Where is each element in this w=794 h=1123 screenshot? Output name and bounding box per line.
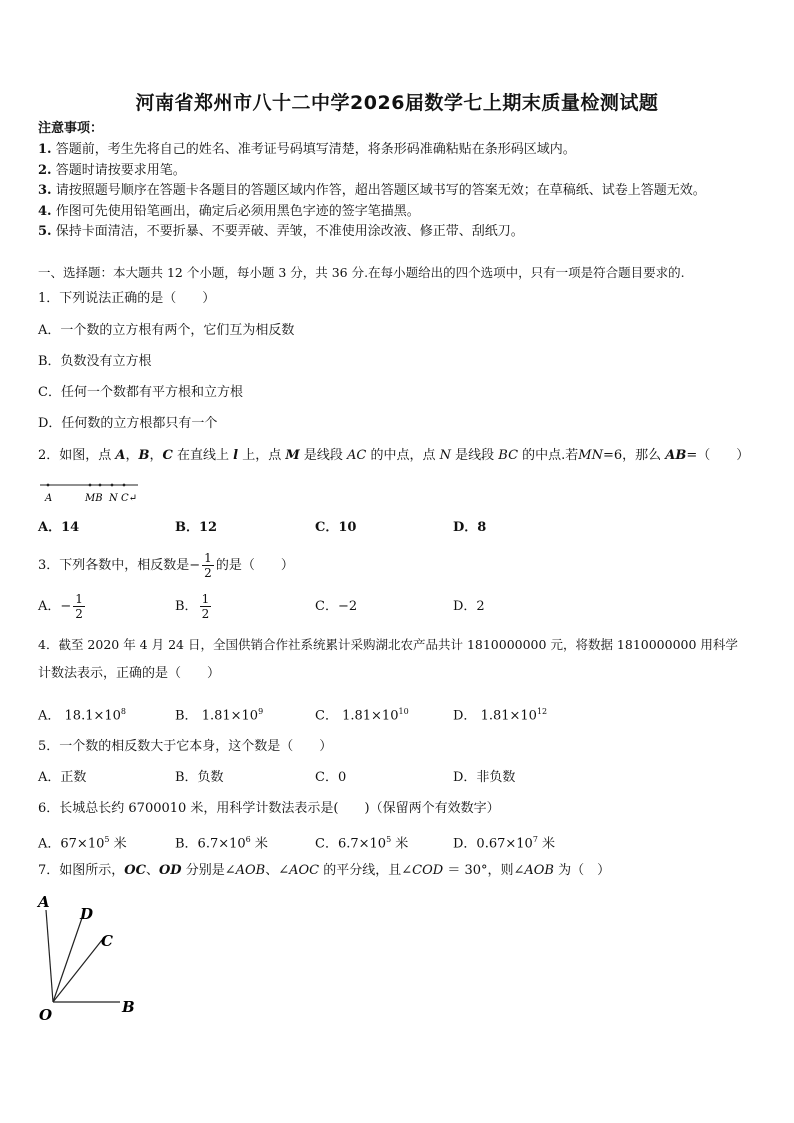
point-m: [89, 484, 92, 487]
label-c: C: [101, 932, 113, 950]
numerator: 1: [201, 592, 210, 606]
q5-option-a: A．正数: [38, 770, 87, 785]
q7-var: AOB: [524, 863, 554, 878]
q2-text: ，: [149, 448, 163, 463]
label-mb: MB: [85, 493, 103, 504]
q4-option-c: [315, 704, 409, 724]
q6-option-b: [175, 832, 268, 852]
option-label: A．: [38, 708, 61, 724]
point-c: [123, 484, 126, 487]
q7-text: ＝ 30°，则∠: [443, 863, 525, 878]
q7-var: AOC: [289, 863, 320, 878]
note-number: 1.: [38, 142, 52, 157]
note-number: 5.: [38, 224, 52, 239]
note-item-2: [38, 163, 186, 179]
q3-option-c: C．−2: [315, 599, 358, 614]
note-text: 答题前，考生先将自己的姓名、准考证号码填写清楚，将条形码准确粘贴在条形码区域内。: [55, 142, 576, 157]
exponent: 5: [386, 835, 392, 844]
q2-option-a: A．14: [38, 520, 80, 535]
q2-option-b: B．12: [175, 520, 218, 535]
q3-text: 3．下列各数中，相反数是−: [38, 558, 201, 573]
q4-option-a: [38, 704, 126, 724]
note-text: 答题时请按要求用笔。: [55, 163, 186, 178]
q2-text: 的中点，点: [366, 448, 440, 463]
note-item-3: [38, 183, 706, 199]
option-value: 1.81×10: [201, 708, 259, 724]
minus-sign: −: [60, 599, 72, 614]
q2-option-c: C．10: [315, 520, 357, 535]
q7-var: OD: [158, 863, 182, 878]
note-number: 3.: [38, 183, 52, 198]
q2-var: M: [285, 448, 300, 463]
q2-text: =6，那么: [602, 448, 666, 463]
numerator: 1: [75, 592, 83, 606]
q4-option-b: [175, 704, 263, 724]
q5-option-c: C．0: [315, 770, 347, 785]
q7-var: AOB: [235, 863, 266, 878]
denominator: 2: [204, 566, 212, 580]
option-value: B．6.7×10: [175, 836, 246, 852]
q2-var: AC: [347, 448, 367, 463]
exponent: 5: [104, 835, 110, 844]
exponent: 9: [258, 707, 264, 716]
q1-option-a: A．一个数的立方根有两个，它们互为相反数: [38, 323, 295, 338]
note-text: 请按照题号顺序在答题卡各题目的答题区域内作答，超出答题区域书写的答案无效；在草稿纸、试卷上答题无效。: [55, 183, 706, 198]
q2-var: C: [162, 448, 173, 463]
page-title: 河南省郑州市八十二中学2026届数学七上期末质量检测试题: [135, 92, 659, 114]
note-item-5: [38, 224, 524, 240]
note-item-4: [38, 204, 420, 220]
q2-text: 2．如图，点: [38, 448, 116, 463]
q2-option-d: D．8: [453, 520, 487, 535]
exponent: 10: [398, 707, 409, 716]
q6-option-d: [453, 832, 555, 852]
q3-option-a: [38, 592, 87, 622]
q7-angle-figure: [30, 890, 150, 1025]
q7-text: 的平分线，且∠: [319, 863, 413, 878]
point-b: [99, 484, 102, 487]
q6-option-c: [315, 832, 408, 852]
option-value: 1.81×10: [480, 708, 537, 724]
option-label: B．: [175, 599, 198, 614]
unit: 米: [537, 836, 556, 852]
numerator: 1: [204, 551, 212, 565]
q2-var: B: [138, 448, 150, 463]
q3-fraction: [202, 551, 214, 580]
q1-option-d: D．任何数的立方根都只有一个: [38, 416, 218, 431]
option-value: C．6.7×10: [315, 836, 387, 852]
option-fraction: [73, 592, 85, 621]
unit: 米: [250, 836, 268, 852]
q3-option-d: D．2: [453, 599, 485, 614]
q1-stem: 1．下列说法正确的是（ ）: [38, 291, 216, 306]
q7-text: 、: [145, 863, 159, 878]
q5-option-b: B．负数: [175, 770, 224, 785]
note-item-1: [38, 142, 576, 158]
option-value: D．0.67×10: [453, 836, 533, 852]
exponent: 6: [245, 835, 251, 844]
q5-option-d: D．非负数: [453, 770, 516, 785]
point-a: [47, 484, 50, 487]
q3-stem: [38, 551, 294, 581]
note-text: 作图可先使用铅笔画出，确定后必须用黑色字迹的签字笔描黑。: [55, 204, 420, 219]
q1-option-c: C．任何一个数都有平方根和立方根: [38, 385, 243, 400]
q5-stem: 5．一个数的相反数大于它本身，这个数是（ ）: [38, 739, 333, 754]
q2-var: A: [115, 448, 126, 463]
q7-text: 为（ ）: [554, 863, 611, 878]
q3-option-b: [175, 592, 213, 622]
q2-var: N: [439, 448, 452, 463]
q4-option-d: [453, 704, 547, 724]
option-label: B．: [175, 708, 198, 724]
q6-option-a: [38, 832, 127, 852]
denominator: 2: [201, 607, 210, 621]
q4-stem-line-2: 计数法表示，正确的是（ ）: [38, 666, 221, 681]
q2-text: 是线段: [451, 448, 499, 463]
q2-var: MN: [578, 448, 603, 463]
point-n: [111, 484, 114, 487]
q4-stem-line-1: 4．截至 2020 年 4 月 24 日，全国供销合作社系统累计采购湖北农产品共计 1810000000 元，将数据 1810000000 用科学: [38, 637, 738, 652]
option-fraction: [200, 592, 212, 621]
ray-od: [53, 918, 82, 1002]
option-value: 18.1×10: [64, 708, 121, 724]
q2-stem: [38, 448, 749, 464]
q7-text: 分别是∠: [181, 863, 236, 878]
q2-text: 的中点.若: [518, 448, 579, 463]
q2-var: BC: [498, 448, 519, 463]
q2-text: 是线段: [299, 448, 348, 463]
note-number: 4.: [38, 204, 52, 219]
q2-text: ，: [125, 448, 139, 463]
option-label: D．: [453, 708, 477, 724]
option-value: A．67×10: [38, 836, 105, 852]
exponent: 7: [532, 835, 538, 844]
label-c: C↵: [121, 493, 138, 504]
option-value: 1.81×10: [342, 708, 399, 724]
q2-text: =（ ）: [686, 448, 750, 463]
unit: 米: [109, 836, 127, 852]
label-a: A: [45, 493, 53, 504]
q7-var: OC: [124, 863, 146, 878]
q7-text: 7．如图所示，: [38, 863, 125, 878]
q6-stem: 6．长城总长约 6700010 米，用科学计数法表示是( )（保留两个有效数字）: [38, 801, 500, 816]
note-number: 2.: [38, 163, 52, 178]
q3-text: 的是（ ）: [215, 558, 294, 573]
exponent: 12: [536, 707, 548, 716]
notes-heading: 注意事项：: [38, 121, 104, 136]
label-n: N: [109, 493, 118, 504]
label-b: B: [122, 998, 135, 1016]
ray-oc: [53, 940, 102, 1002]
q2-var: AB: [665, 448, 687, 463]
q7-stem: [38, 863, 610, 879]
q7-text: 、∠: [265, 863, 290, 878]
q2-var: l: [233, 448, 239, 463]
label-a: A: [38, 893, 50, 911]
section-heading: 一、选择题：本大题共 12 个小题，每小题 3 分，共 36 分.在每小题给出的四个选项中，只有一项是符合题目要求的.: [38, 265, 685, 280]
unit: 米: [391, 836, 409, 852]
label-o: O: [39, 1006, 53, 1024]
q2-text: 上，点: [238, 448, 286, 463]
option-label: A．: [38, 599, 61, 614]
q2-text: 在直线上: [172, 448, 234, 463]
q2-line-figure: [38, 478, 148, 506]
denominator: 2: [75, 607, 83, 621]
ray-oa: [46, 910, 53, 1002]
label-d: D: [80, 905, 94, 923]
option-label: C．: [315, 708, 338, 724]
note-text: 保持卡面清洁，不要折暴、不要弄破、弄皱，不准使用涂改液、修正带、刮纸刀。: [55, 224, 524, 239]
q1-option-b: B．负数没有立方根: [38, 354, 152, 369]
exponent: 8: [120, 707, 127, 716]
q7-var: COD: [412, 863, 444, 878]
